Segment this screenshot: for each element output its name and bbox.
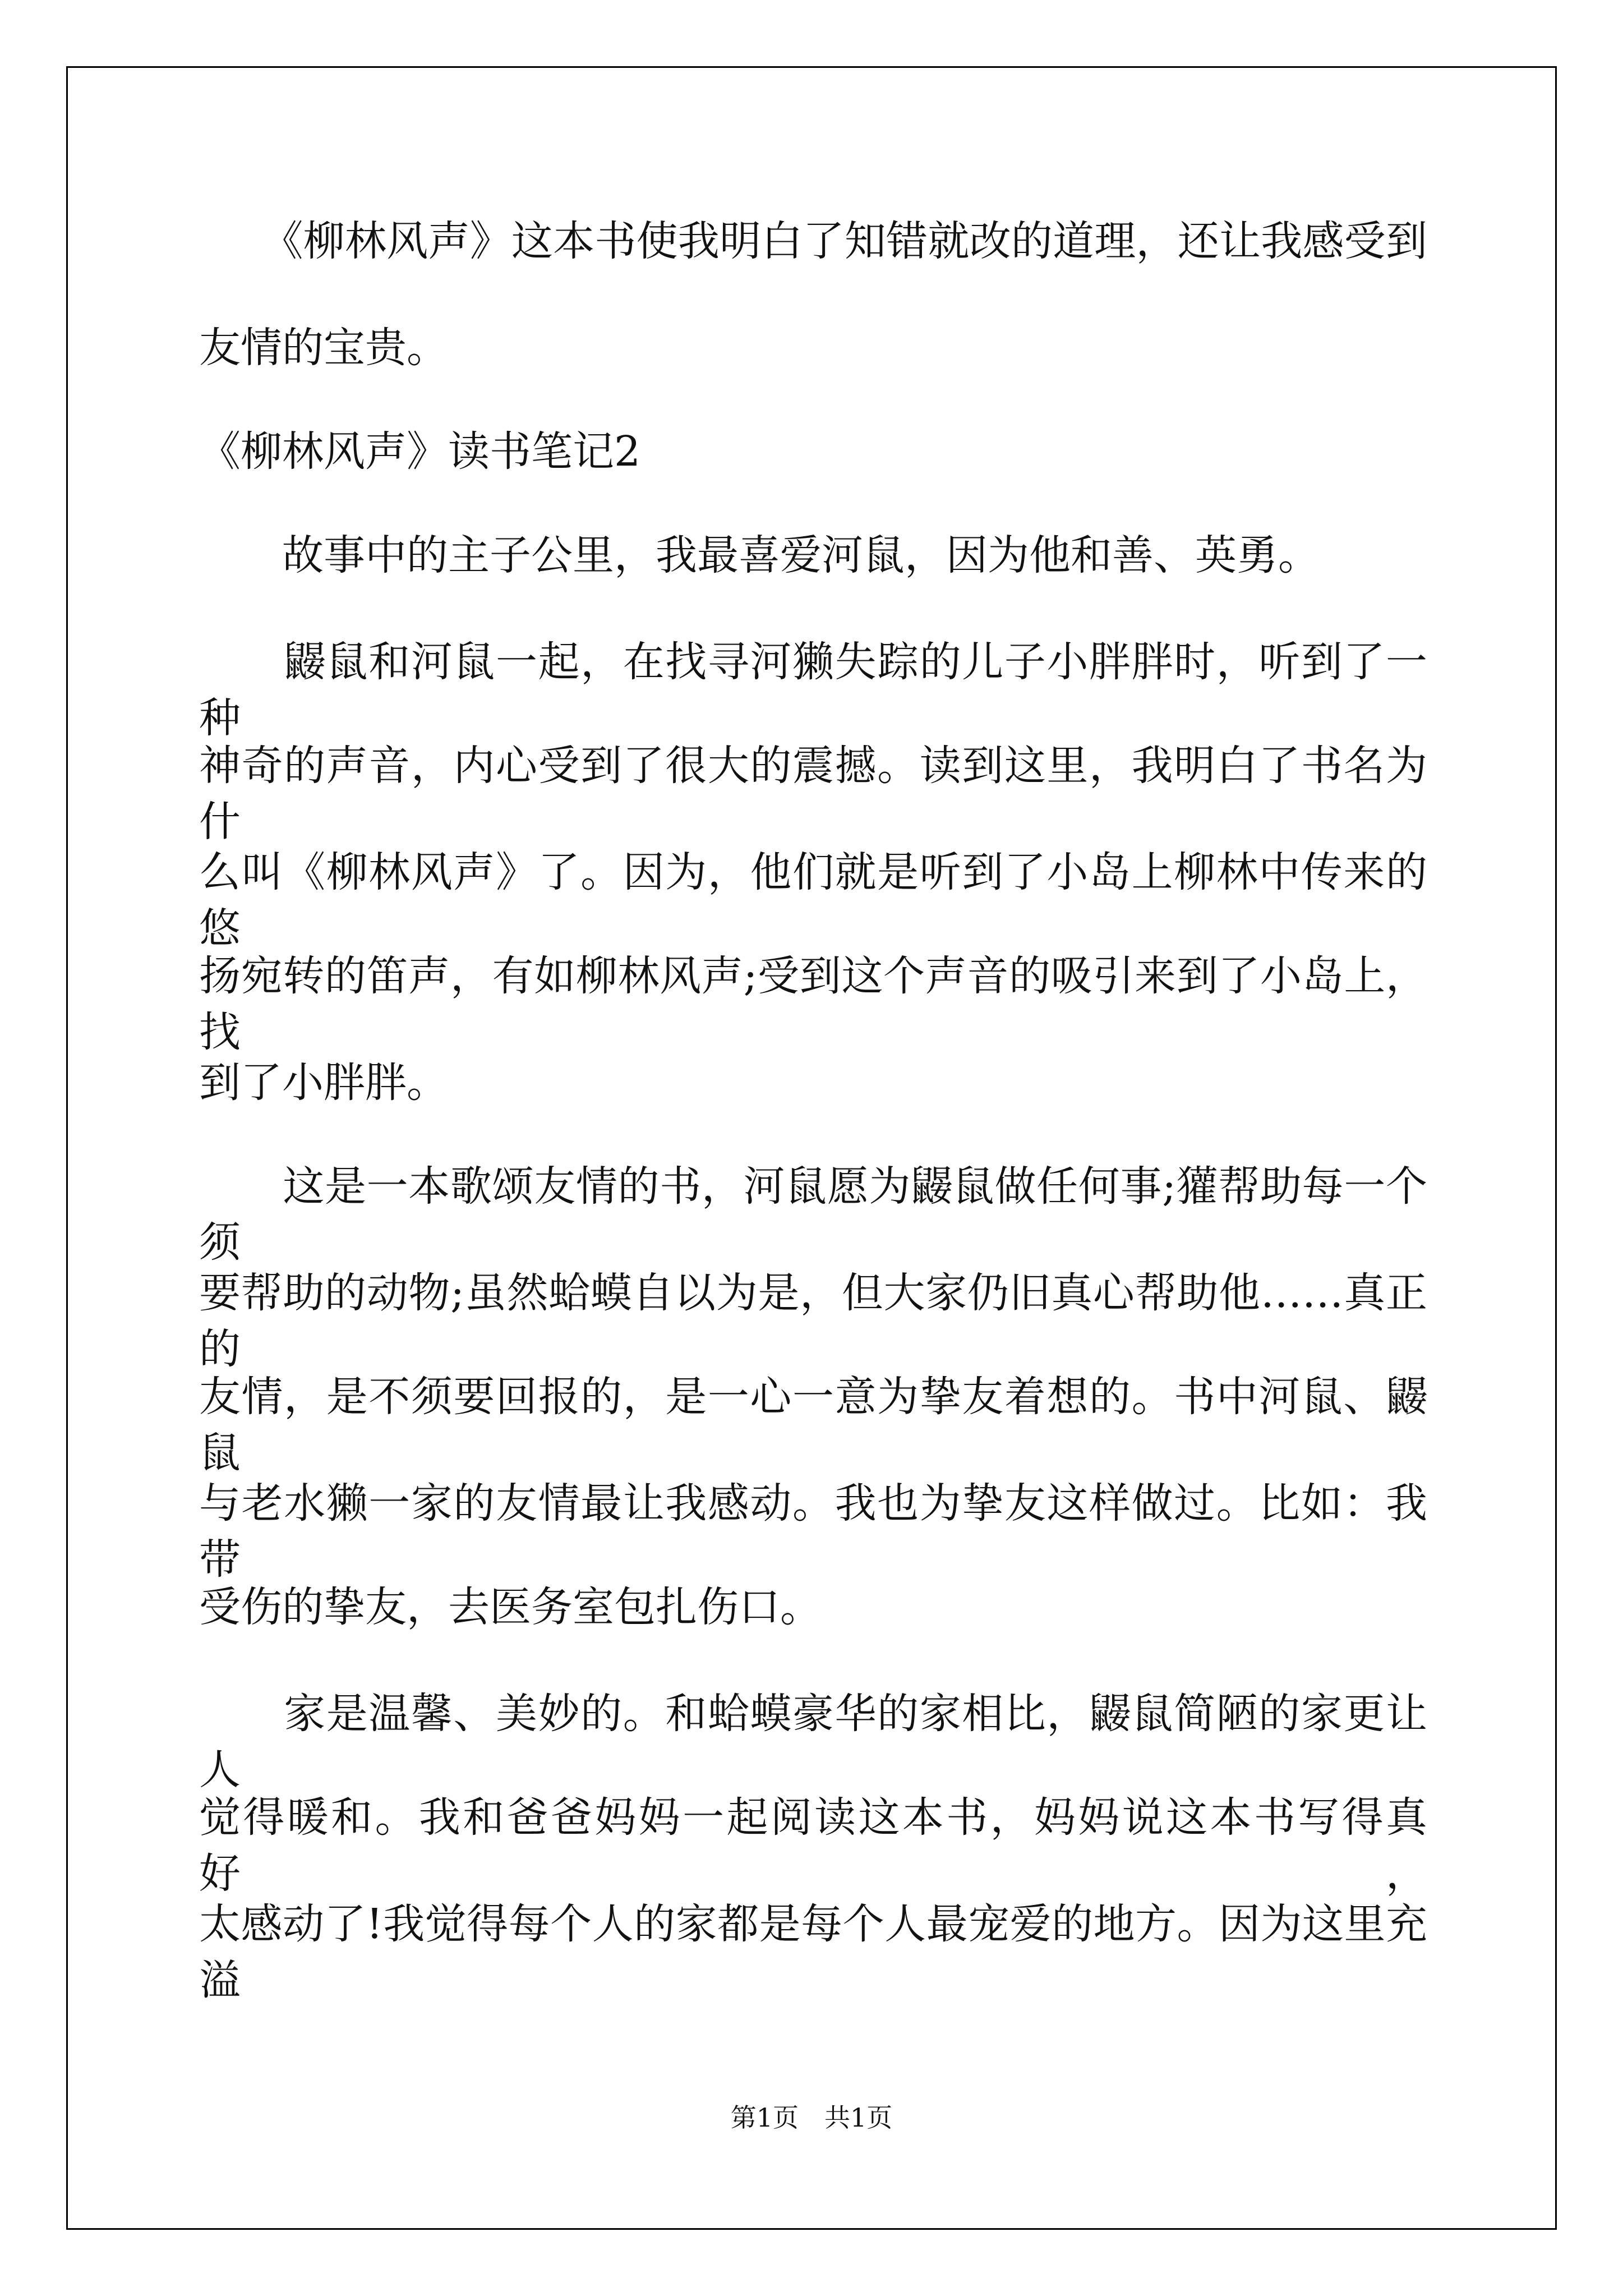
text-line: 《柳林风声》这本书使我明白了知错就改的道理，还让我感受到 [199,217,1427,265]
text-line: 故事中的主子公里，我最喜爱河鼠，因为他和善、英勇。 [199,531,1320,579]
text-line: 友情的宝贵。 [199,324,448,372]
text-line: 扬宛转的笛声，有如柳林风声;受到这个声音的吸引来到了小岛上，找 [199,952,1427,1056]
text-line: 么叫《柳林风声》了。因为，他们就是听到了小岛上柳林中传来的悠 [199,848,1427,953]
page-number-footer: 第1页 共1页 [730,2102,893,2133]
text-line: 受伤的挚友，去医务室包扎伤口。 [199,1583,822,1631]
section-heading: 《柳林风声》读书笔记2 [199,427,641,476]
text-line: 觉得暖和。我和爸爸妈妈一起阅读这本书，妈妈说这本书写得真好， [199,1793,1427,1898]
text-line: 这是一本歌颂友情的书，河鼠愿为鼹鼠做任何事;獾帮助每一个须 [199,1162,1427,1267]
text-line: 家是温馨、美妙的。和蛤蟆豪华的家相比，鼹鼠简陋的家更让人 [199,1690,1427,1794]
text-line: 要帮助的动物;虽然蛤蟆自以为是，但大家仍旧真心帮助他……真正的 [199,1269,1427,1373]
text-line: 与老水獭一家的友情最让我感动。我也为挚友这样做过。比如：我带 [199,1479,1427,1584]
text-line: 神奇的声音，内心受到了很大的震撼。读到这里，我明白了书名为什 [199,742,1427,846]
text-line: 到了小胖胖。 [199,1059,448,1107]
text-line: 友情，是不须要回报的，是一心一意为挚友着想的。书中河鼠、鼹鼠 [199,1373,1427,1477]
text-line: 鼹鼠和河鼠一起，在找寻河獭失踪的儿子小胖胖时，听到了一种 [199,638,1427,742]
text-line: 太感动了!我觉得每个人的家都是每个人最宠爱的地方。因为这里充溢 [199,1900,1427,2004]
